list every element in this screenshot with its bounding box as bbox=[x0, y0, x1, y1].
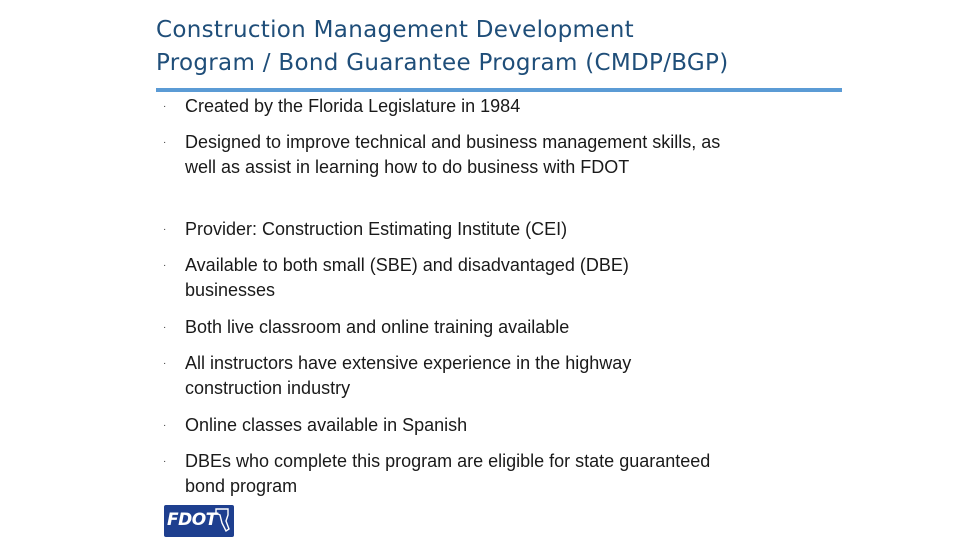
bullet-marker: · bbox=[163, 101, 167, 112]
title-underline-rule bbox=[156, 88, 842, 92]
bullet-text: Provider: Construction Estimating Institute (CEI) bbox=[185, 219, 568, 239]
bullet-marker: · bbox=[163, 420, 167, 431]
bullet-text: Created by the Florida Legislature in 1984 bbox=[185, 96, 521, 116]
bullet-text: Designed to improve technical and business management skills, as well as assist in learning how to do business with FDOT bbox=[185, 132, 721, 177]
bullet-marker: · bbox=[163, 137, 167, 148]
bullet-marker: · bbox=[163, 358, 167, 369]
slide-title-line-1: Construction Management Development bbox=[156, 17, 634, 43]
fdot-logo-text: FDOT bbox=[167, 510, 217, 530]
fdot-logo bbox=[164, 505, 234, 537]
bullet-text: Both live classroom and online training available bbox=[185, 317, 570, 337]
bullet-marker: · bbox=[163, 322, 167, 333]
bullet-text: All instructors have extensive experience in the highway construction industry bbox=[185, 353, 632, 398]
bullet-text: DBEs who complete this program are eligible for state guaranteed bond program bbox=[185, 451, 711, 496]
bullet-marker: · bbox=[163, 456, 167, 467]
bullet-text: Available to both small (SBE) and disadvantaged (DBE) businesses bbox=[185, 255, 629, 300]
bullet-marker: · bbox=[163, 224, 167, 235]
bullet-item bbox=[163, 130, 723, 180]
bullet-text: Online classes available in Spanish bbox=[185, 415, 468, 435]
bullet-item bbox=[163, 253, 723, 303]
bullet-item bbox=[163, 351, 723, 401]
bullet-marker: · bbox=[163, 260, 167, 271]
slide-title-line-2: Program / Bond Guarantee Program (CMDP/BGP) bbox=[156, 50, 729, 76]
slide-title bbox=[156, 14, 856, 80]
bullet-item bbox=[163, 449, 723, 499]
bullet-item bbox=[163, 217, 723, 242]
florida-map-icon bbox=[214, 507, 232, 533]
bullet-item bbox=[163, 94, 723, 119]
bullet-item bbox=[163, 315, 723, 340]
bullet-item bbox=[163, 413, 723, 438]
